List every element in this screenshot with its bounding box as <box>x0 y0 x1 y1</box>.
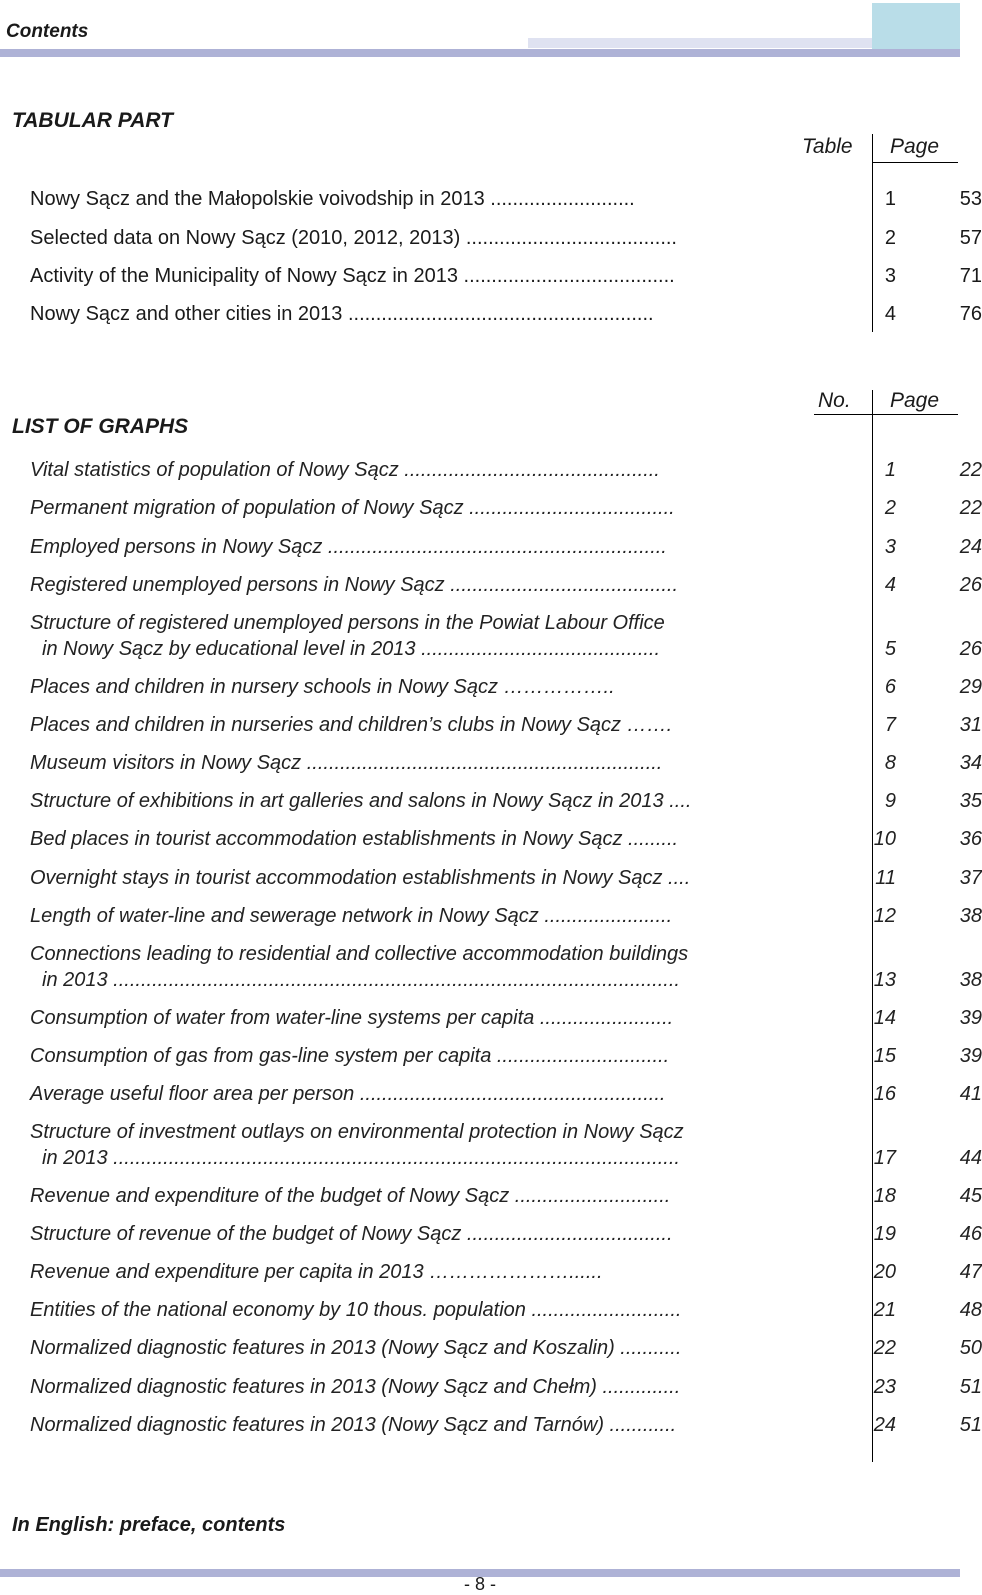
toc-entry <box>30 1298 982 1322</box>
entry-page: 41 <box>959 1083 982 1105</box>
toc-entry <box>30 1375 982 1399</box>
toc-entry <box>30 713 982 737</box>
entry-page: 47 <box>959 1261 982 1283</box>
entry-page: 39 <box>959 1007 982 1029</box>
toc-entry <box>30 496 982 520</box>
entry-page: 76 <box>959 303 982 325</box>
toc-entry <box>30 675 982 699</box>
entry-title-continuation: in Nowy Sącz by educational level in 2013 ........................................... <box>42 638 661 660</box>
toc-entry <box>30 1184 982 1208</box>
entry-title: Length of water-line and sewerage network in Nowy Sącz ....................... <box>30 905 673 927</box>
entry-number: 13 <box>873 969 896 991</box>
toc-entry <box>30 942 982 992</box>
tabular-col-table: Table <box>802 135 853 158</box>
entry-title: Consumption of water from water-line systems per capita ........................ <box>30 1007 674 1029</box>
toc-entry <box>30 1044 982 1068</box>
tabular-section-title: TABULAR PART <box>12 109 173 132</box>
entry-number: 6 <box>884 676 896 698</box>
toc-entry <box>30 1260 982 1284</box>
entry-page: 37 <box>959 867 982 889</box>
entry-page: 22 <box>959 459 982 481</box>
toc-entry <box>30 611 982 661</box>
graphs-col-page: Page <box>890 389 940 412</box>
entry-page: 36 <box>959 828 982 850</box>
entry-title: Connections leading to residential and collective accommodation buildings <box>30 943 689 965</box>
graphs-col-no: No. <box>818 389 851 412</box>
tabular-col-page: Page <box>890 135 940 158</box>
entry-number: 7 <box>884 714 896 736</box>
entry-title: Structure of exhibitions in art galleries and salons in Nowy Sącz in 2013 .... <box>30 790 692 812</box>
entry-title: Structure of investment outlays on environmental protection in Nowy Sącz <box>30 1121 684 1143</box>
toc-entry <box>30 187 982 211</box>
entry-page: 31 <box>959 714 982 736</box>
entry-number: 17 <box>873 1147 896 1169</box>
entry-title: Overnight stays in tourist accommodation establishments in Nowy Sącz .... <box>30 867 691 889</box>
header-bar <box>0 49 960 57</box>
entry-title: Employed persons in Nowy Sącz ............................................................. <box>30 536 667 558</box>
entry-title-continuation: in 2013 ...................................................................................................... <box>42 969 680 991</box>
entry-title: Activity of the Municipality of Nowy Sącz in 2013 ...................................... <box>30 265 675 287</box>
entry-title: Revenue and expenditure of the budget of Nowy Sącz ............................ <box>30 1185 671 1207</box>
entry-title: Nowy Sącz and the Małopolskie voivodship in 2013 .......................... <box>30 188 635 210</box>
entry-page: 34 <box>959 752 982 774</box>
entry-page: 51 <box>959 1376 982 1398</box>
toc-entry <box>30 1413 982 1437</box>
entry-number: 19 <box>873 1223 896 1245</box>
entry-page: 38 <box>959 969 982 991</box>
entry-number: 11 <box>875 867 896 889</box>
footnote: In English: preface, contents <box>12 1514 286 1536</box>
entry-number: 18 <box>873 1185 896 1207</box>
entry-title: Permanent migration of population of Nowy Sącz ..................................... <box>30 497 675 519</box>
entry-page: 48 <box>959 1299 982 1321</box>
entry-page: 53 <box>959 188 982 210</box>
toc-entry <box>30 866 982 890</box>
toc-entry <box>30 1222 982 1246</box>
toc-entry <box>30 573 982 597</box>
entry-page: 45 <box>959 1185 982 1207</box>
entry-number: 1 <box>884 459 896 481</box>
entry-page: 29 <box>959 676 982 698</box>
entry-page: 71 <box>959 265 982 287</box>
entry-title: Places and children in nursery schools in Nowy Sącz …………….. <box>30 676 615 698</box>
entry-title: Bed places in tourist accommodation establishments in Nowy Sącz ......... <box>30 828 679 850</box>
entry-title: Average useful floor area per person ....................................................... <box>30 1083 666 1105</box>
entry-page: 44 <box>959 1147 982 1169</box>
entry-title: Structure of revenue of the budget of Nowy Sącz ..................................... <box>30 1223 673 1245</box>
toc-entry <box>30 302 982 326</box>
page-number: - 8 - <box>463 1574 496 1594</box>
entry-title: Entities of the national economy by 10 thous. population ........................... <box>30 1299 682 1321</box>
entry-title: Consumption of gas from gas-line system per capita ............................... <box>30 1045 670 1067</box>
header-accent-bar <box>528 38 872 48</box>
entry-title: Normalized diagnostic features in 2013 (Nowy Sącz and Tarnów) ............ <box>30 1414 677 1436</box>
entry-title-continuation: in 2013 ...................................................................................................... <box>42 1147 680 1169</box>
entry-number: 14 <box>873 1007 896 1029</box>
entry-number: 21 <box>873 1299 896 1321</box>
entry-page: 24 <box>959 536 982 558</box>
toc-entry <box>30 904 982 928</box>
entry-page: 38 <box>959 905 982 927</box>
graphs-section-title: LIST OF GRAPHS <box>12 415 189 438</box>
entry-number: 2 <box>884 497 896 519</box>
entry-title: Registered unemployed persons in Nowy Sącz ......................................... <box>30 574 679 596</box>
entry-title: Normalized diagnostic features in 2013 (Nowy Sącz and Koszalin) ........... <box>30 1337 682 1359</box>
entry-number: 3 <box>884 265 896 287</box>
entry-title: Vital statistics of population of Nowy Sącz .............................................. <box>30 459 660 481</box>
toc-entry <box>30 751 982 775</box>
toc-entry <box>30 1336 982 1360</box>
tabular-header-rule <box>872 162 958 163</box>
entry-number: 12 <box>873 905 896 927</box>
entry-number: 23 <box>873 1376 896 1398</box>
entry-number: 8 <box>884 752 896 774</box>
entry-title: Selected data on Nowy Sącz (2010, 2012, 2013) ...................................... <box>30 227 677 249</box>
entry-number: 15 <box>873 1045 896 1067</box>
entry-number: 4 <box>884 303 896 325</box>
entry-page: 39 <box>959 1045 982 1067</box>
header-accent-box <box>872 3 960 50</box>
entry-page: 35 <box>959 790 982 812</box>
header-title: Contents <box>6 21 89 42</box>
entry-number: 24 <box>873 1414 896 1436</box>
entry-page: 26 <box>959 638 982 660</box>
entry-page: 26 <box>959 574 982 596</box>
entry-number: 16 <box>873 1083 896 1105</box>
entry-title: Normalized diagnostic features in 2013 (Nowy Sącz and Chełm) .............. <box>30 1376 681 1398</box>
entry-title: Structure of registered unemployed persons in the Powiat Labour Office <box>30 612 665 634</box>
entry-title: Revenue and expenditure per capita in 2013 …………………...... <box>30 1261 603 1283</box>
entry-page: 57 <box>959 227 982 249</box>
toc-entry <box>30 789 982 813</box>
entry-number: 4 <box>884 574 896 596</box>
entry-page: 51 <box>959 1414 982 1436</box>
entry-number: 2 <box>884 227 896 249</box>
entry-number: 10 <box>873 828 896 850</box>
entry-title: Places and children in nurseries and children’s clubs in Nowy Sącz ……. <box>30 714 673 736</box>
toc-entry <box>30 226 982 250</box>
entry-title: Museum visitors in Nowy Sącz ................................................................ <box>30 752 663 774</box>
entry-title: Nowy Sącz and other cities in 2013 ....................................................... <box>30 303 654 325</box>
toc-entry <box>30 264 982 288</box>
toc-entry <box>30 458 982 482</box>
toc-entry <box>30 1082 982 1106</box>
toc-entry <box>30 535 982 559</box>
entry-number: 20 <box>873 1261 896 1283</box>
entry-number: 22 <box>873 1337 896 1359</box>
entry-page: 46 <box>959 1223 982 1245</box>
entry-number: 1 <box>884 188 896 210</box>
toc-entry <box>30 827 982 851</box>
entry-number: 3 <box>884 536 896 558</box>
entry-number: 5 <box>884 638 896 660</box>
graphs-header-rule <box>814 414 958 415</box>
entry-page: 22 <box>959 497 982 519</box>
toc-entry <box>30 1006 982 1030</box>
entry-page: 50 <box>959 1337 982 1359</box>
toc-entry <box>30 1120 982 1170</box>
entry-number: 9 <box>884 790 896 812</box>
